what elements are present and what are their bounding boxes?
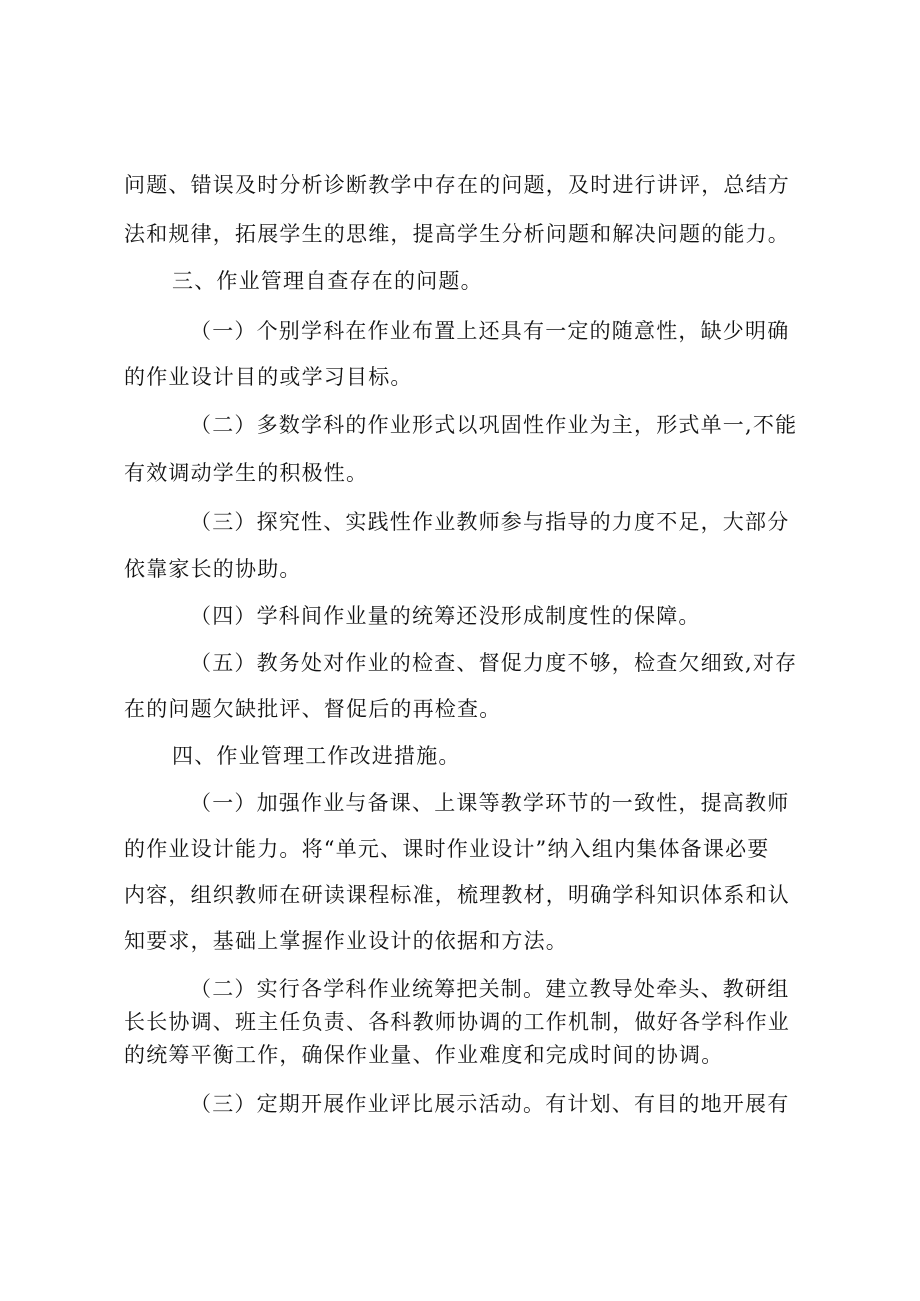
paragraph-line: 的统筹平衡工作，确保作业量、作业难度和完成时间的协调。: [124, 1043, 724, 1067]
paragraph-line: 有效调动学生的积极性。: [124, 461, 369, 485]
paragraph-line: 内容，组织教师在研读课程标准，梳理教材，明确学科知识体系和认: [124, 883, 790, 907]
paragraph-line: 知要求，基础上掌握作业设计的依据和方法。: [124, 929, 568, 953]
paragraph-line: 问题、错误及时分析诊断教学中存在的问题，及时进行讲评，总结方: [124, 173, 790, 197]
paragraph-line: （三）定期开展作业评比展示活动。有计划、有目的地开展有: [190, 1092, 790, 1116]
paragraph-line: （三）探究性、实践性作业教师参与指导的力度不足，大部分: [190, 510, 790, 534]
paragraph-line: 依靠家长的协助。: [124, 557, 302, 581]
paragraph-line: （二）实行各学科作业统筹把关制。建立教导处牵头、教研组: [190, 977, 790, 1001]
paragraph-line: 长长协调、班主任负责、各科教师协调的工作机制，做好各学科作业: [124, 1010, 790, 1034]
paragraph-line: 法和规律，拓展学生的思维，提高学生分析问题和解决问题的能力。: [124, 222, 790, 246]
paragraph-line: 在的问题欠缺批评、督促后的再检查。: [124, 697, 502, 721]
paragraph-line: （一）加强作业与备课、上课等教学环节的一致性，提高教师: [190, 791, 790, 815]
section-heading: 四、作业管理工作改进措施。: [172, 744, 461, 768]
section-heading: 三、作业管理自查存在的问题。: [172, 269, 483, 293]
paragraph-line: 的作业设计目的或学习目标。: [124, 365, 413, 389]
paragraph-line: （二）多数学科的作业形式以巩固性作业为主，形式单一,不能: [190, 413, 798, 437]
paragraph-line: （一）个别学科在作业布置上还具有一定的随意性，缺少明确: [190, 319, 790, 343]
paragraph-line: 的作业设计能力。将“单元、课时作业设计”纳入组内集体备课必要: [124, 837, 770, 861]
paragraph-line: （五）教务处对作业的检查、督促力度不够，检查欠细致,对存: [190, 651, 798, 675]
paragraph-line: （四）学科间作业量的统筹还没形成制度性的保障。: [190, 604, 701, 628]
